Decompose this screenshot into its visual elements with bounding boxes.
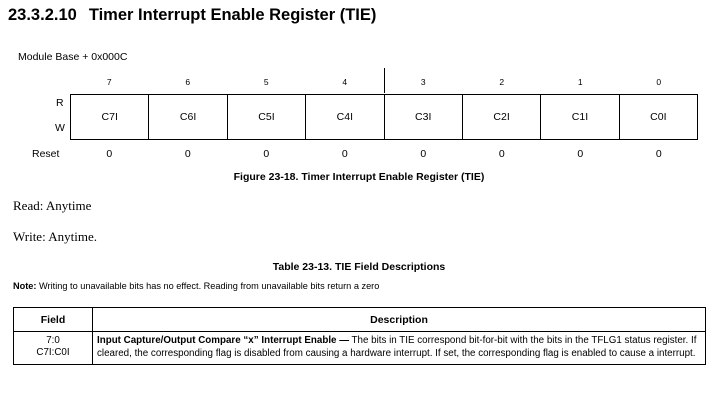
table-row xyxy=(14,332,706,365)
description-text: The bits in TIE correspond bit-for-bit with the bits in the TFLG1 status register. If cleared, the corresponding flag is disabled from causing a hardware interrupt. If set, the corresponding flag is enabled to cause a interrupt. xyxy=(97,335,697,359)
note-text: Writing to unavailable bits has no effect. Reading from unavailable bits return a zero xyxy=(39,281,380,291)
reset-value: 0 xyxy=(341,148,348,160)
reset-value: 0 xyxy=(655,148,662,160)
figure-caption: Figure 23-18. Timer Interrupt Enable Register (TIE) xyxy=(233,171,485,183)
reset-value: 0 xyxy=(577,148,584,160)
section-heading xyxy=(8,6,376,25)
reset-label: Reset xyxy=(32,148,60,160)
field-column-header: Field xyxy=(14,308,93,332)
table-header-row xyxy=(14,308,706,332)
register-bit-field: C2I xyxy=(463,95,541,139)
reset-value-row xyxy=(70,148,698,160)
register-bit-field: C5I xyxy=(228,95,306,139)
bit-number: 6 xyxy=(185,77,191,87)
field-cell xyxy=(14,332,93,365)
nibble-divider xyxy=(384,68,385,93)
read-row-label: R xyxy=(56,97,64,109)
reset-value: 0 xyxy=(420,148,427,160)
description-title: Input Capture/Output Compare “x” Interrupt Enable — xyxy=(97,335,350,346)
note-label: Note: xyxy=(13,281,37,291)
bit-number: 0 xyxy=(656,77,662,87)
description-cell xyxy=(93,332,706,365)
section-title: Timer Interrupt Enable Register (TIE) xyxy=(88,6,377,24)
bit-number: 1 xyxy=(577,77,583,87)
reset-value: 0 xyxy=(498,148,505,160)
read-access-text: Read: Anytime xyxy=(13,198,92,213)
register-bit-field: C0I xyxy=(650,111,667,123)
register-bit-field: C1I xyxy=(541,95,619,139)
field-name: C7I:C0I xyxy=(36,347,70,358)
bit-number: 7 xyxy=(106,77,112,87)
write-row-label: W xyxy=(55,122,65,134)
table-note xyxy=(13,281,379,291)
bit-number: 4 xyxy=(342,77,348,87)
bit-number: 5 xyxy=(263,77,269,87)
reset-value: 0 xyxy=(106,148,113,160)
field-description-table xyxy=(13,307,706,365)
bit-number: 2 xyxy=(499,77,505,87)
register-diagram xyxy=(70,94,698,140)
register-bit-field: C3I xyxy=(385,95,463,139)
register-bit-field: C7I xyxy=(71,95,149,139)
write-access-text: Write: Anytime. xyxy=(13,229,97,244)
reset-value: 0 xyxy=(263,148,270,160)
register-bit-field: C6I xyxy=(149,95,227,139)
module-base-label: Module Base + 0x000C xyxy=(18,51,128,63)
bit-number: 3 xyxy=(420,77,426,87)
table-title: Table 23-13. TIE Field Descriptions xyxy=(272,261,446,273)
field-bits: 7:0 xyxy=(46,335,60,346)
description-column-header: Description xyxy=(93,308,706,332)
register-bit-field: C4I xyxy=(306,95,384,139)
reset-value: 0 xyxy=(184,148,191,160)
section-number: 23.3.2.10 xyxy=(8,6,77,24)
